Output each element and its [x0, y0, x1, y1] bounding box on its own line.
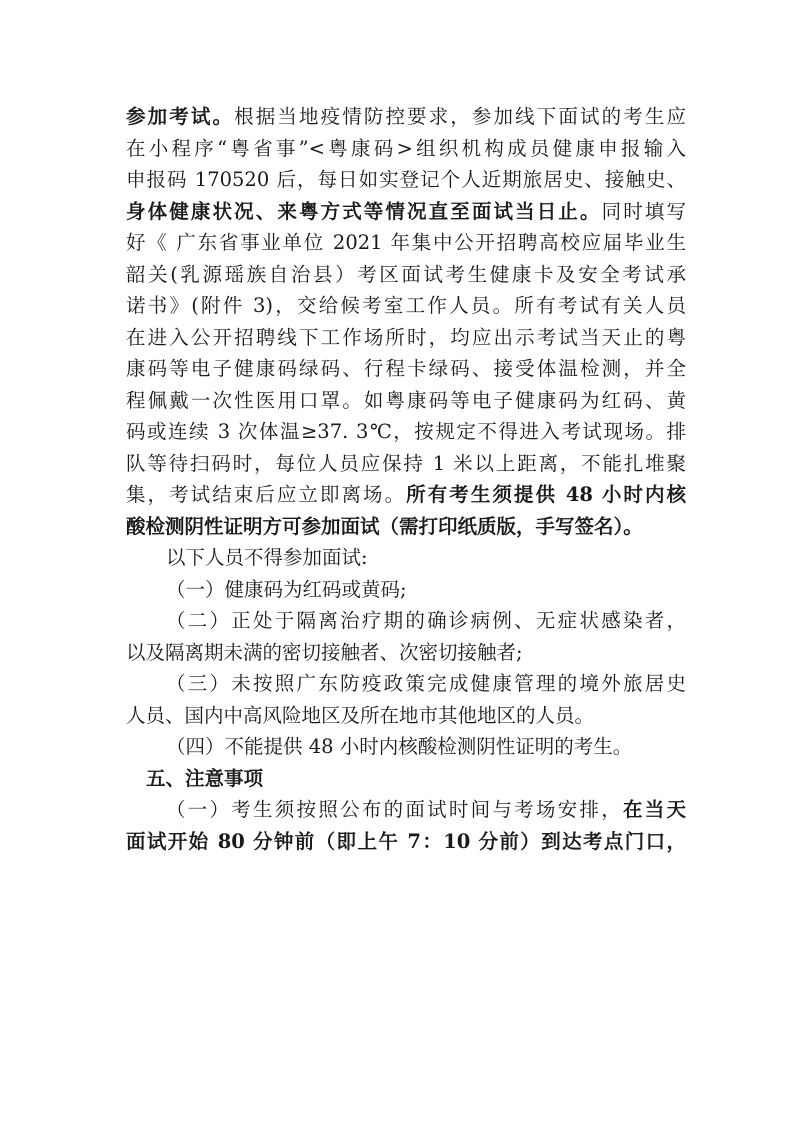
text-line: 以及隔离期未满的密切接触者、次密切接触者; — [126, 640, 523, 664]
text-line: 码或连续 3 次体温≥37. 3℃，按规定不得进入考试现场。排 — [126, 420, 686, 443]
bold-segment: 在当天 — [622, 798, 686, 821]
section-heading: 五、注意事项 — [146, 766, 264, 790]
text-line — [126, 479, 686, 511]
text-segment: 集，考试结束后应立即离场。 — [126, 483, 407, 506]
text-line: 韶关(乳源瑶族自治县）考区面试考生健康卡及安全考试承 — [126, 262, 686, 286]
list-item: （四）不能提供 48 小时内核酸检测阴性证明的考生。 — [166, 735, 633, 758]
text-line — [126, 290, 686, 322]
list-item: （二）正处于隔离治疗期的确诊病例、无症状感染者， — [166, 609, 686, 632]
text-line: 在小程序“粤省事”<粤康码>组织机构成员健康申报输入 — [126, 136, 686, 160]
bold-segment: 参加考试。 — [126, 105, 235, 128]
text-segment: ，交给候考室工作人员。所有考试有关人员 — [272, 294, 686, 317]
document-body — [126, 101, 686, 857]
text-segment: 诺书》(附件 3) — [126, 294, 273, 317]
bold-segment: 身体健康状况、来粤方式等情况直至面试当日止。 — [126, 199, 602, 223]
text-line — [126, 101, 686, 133]
text-line: 程佩戴一次性医用口罩。如粤康码等电子健康码为红码、黄 — [126, 388, 686, 412]
text-line: 队等待扫码时，每位人员应保持 1 米以上距离，不能扎堆聚 — [126, 451, 686, 475]
text-segment: 根据当地疫情防控要求，参加线下面试的考生应 — [234, 105, 686, 128]
text-line: 申报码 170520 后，每日如实登记个人近期旅居史、接触史、 — [126, 168, 686, 191]
text-segment: 同时填写 — [601, 199, 686, 223]
text-line: 人员、国内中高风险地区及所在地市其他地区的人员。 — [126, 703, 595, 727]
text-line — [126, 196, 686, 228]
text-line: 好《 广东省事业单位 2021 年集中公开招聘高校应届毕业生 — [126, 231, 686, 254]
text-line: 康码等电子健康码绿码、行程卡绿码、接受体温检测，并全 — [126, 357, 686, 380]
text-line: 面试开始 80 分钟前（即上午 7：10 分前）到达考点门口， — [126, 829, 686, 853]
text-line: 酸检测阴性证明方可参加面试（需打印纸质版，手写签名）。 — [126, 514, 643, 538]
text-line: 在进入公开招聘线下工作场所时，均应出示考试当天止的粤 — [126, 325, 686, 349]
list-item — [126, 794, 686, 826]
list-item: （一）健康码为红码或黄码; — [166, 577, 407, 601]
text-segment: （一）考生须按照公布的面试时间与考场安排， — [166, 798, 623, 821]
text-line: 以下人员不得参加面试: — [166, 546, 368, 569]
list-item: （三）未按照广东防疫政策完成健康管理的境外旅居史 — [166, 672, 686, 695]
bold-segment: 所有考生须提供 48 小时内核 — [406, 483, 686, 506]
